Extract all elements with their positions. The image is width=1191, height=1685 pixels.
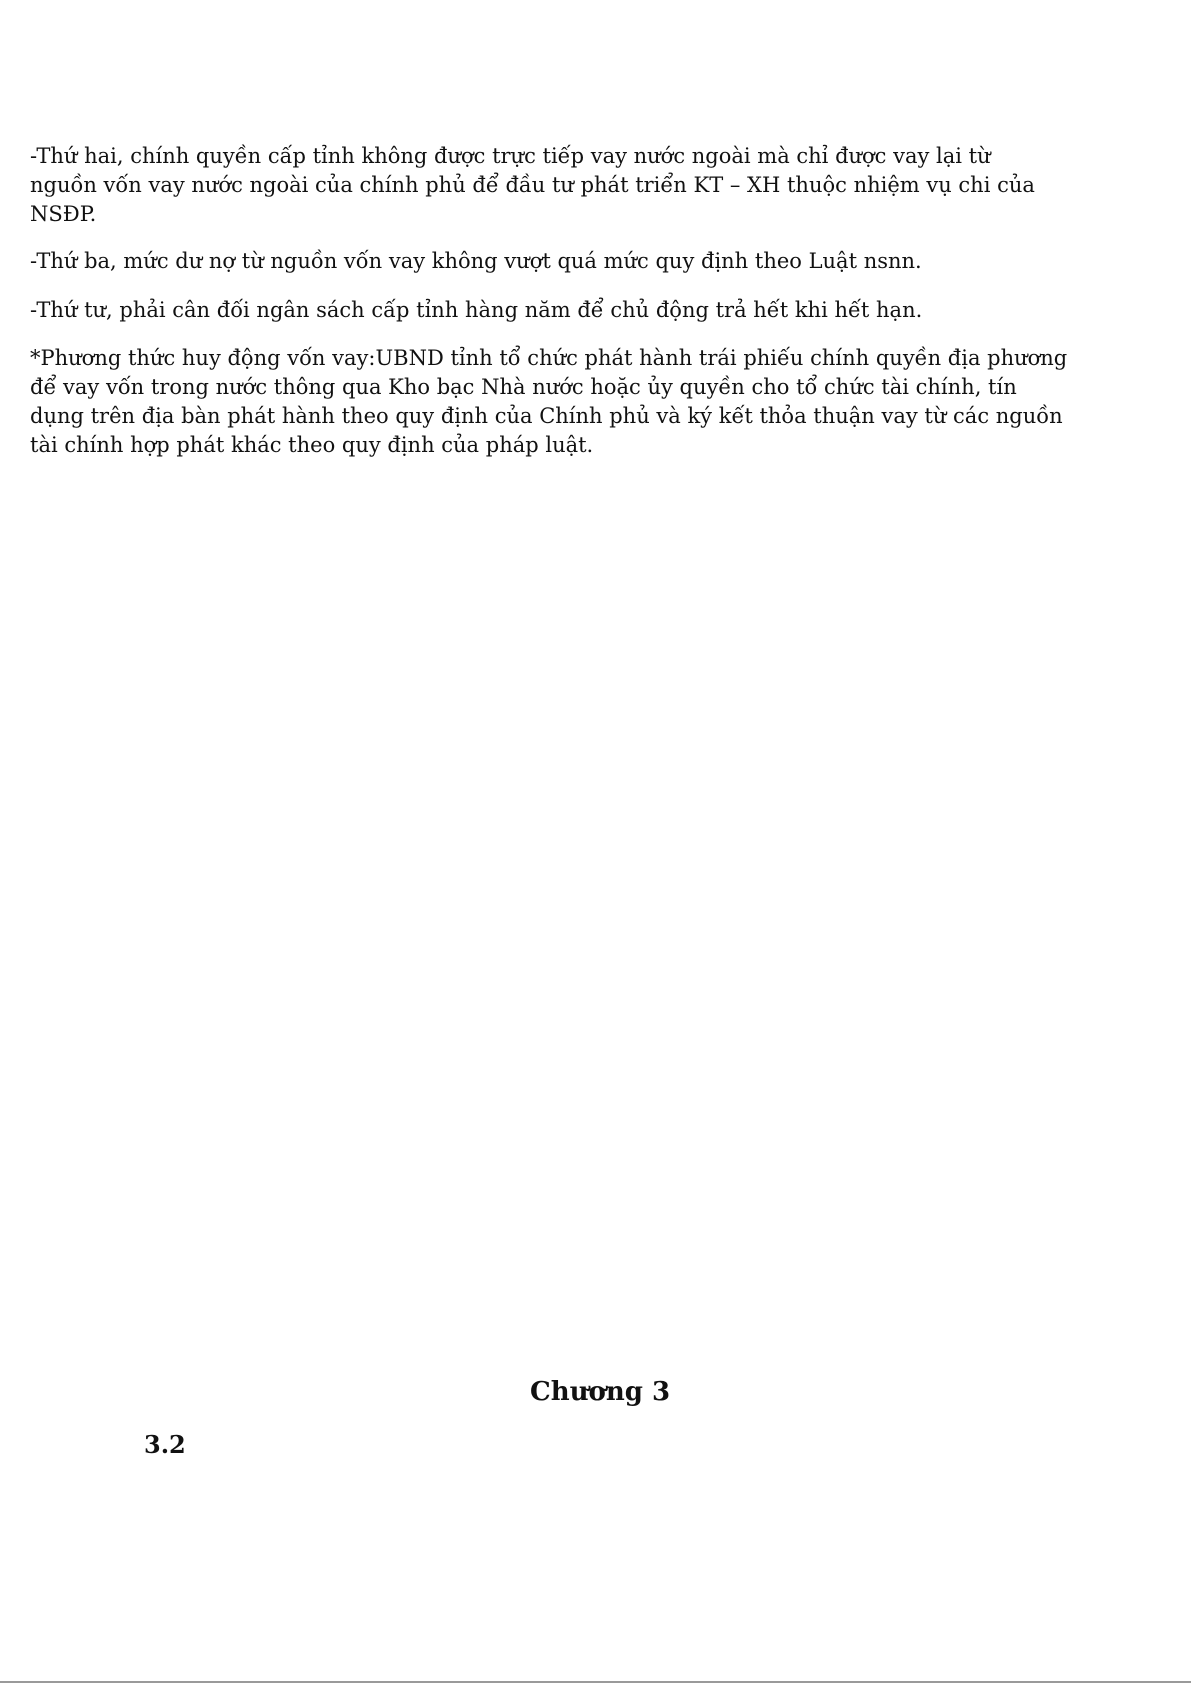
paragraph-line: dụng trên địa bàn phát hành theo quy định của Chính phủ và ký kết thỏa thuận vay từ các nguồn xyxy=(30,404,1063,428)
chapter-title: Chương 3 xyxy=(530,1377,671,1407)
page-bottom-rule xyxy=(0,1681,1191,1683)
paragraph-thu-ba xyxy=(30,247,1050,276)
paragraph-thu-hai xyxy=(30,142,1050,229)
paragraph-thu-tu xyxy=(30,296,1050,325)
paragraph-line: -Thứ ba, mức dư nợ từ nguồn vốn vay không vượt quá mức quy định theo Luật nsnn. xyxy=(30,249,922,273)
paragraph-line: để vay vốn trong nước thông qua Kho bạc Nhà nước hoặc ủy quyền cho tổ chức tài chính, tín xyxy=(30,375,1017,399)
paragraph-line: NSĐP. xyxy=(30,202,97,226)
paragraph-line: tài chính hợp phát khác theo quy định của pháp luật. xyxy=(30,433,594,457)
section-number: 3.2 xyxy=(144,1430,186,1459)
paragraph-line: -Thứ hai, chính quyền cấp tỉnh không được trực tiếp vay nước ngoài mà chỉ được vay lại từ xyxy=(30,144,991,168)
paragraph-line: *Phương thức huy động vốn vay:UBND tỉnh tổ chức phát hành trái phiếu chính quyền địa phương xyxy=(30,346,1068,370)
paragraph-line: nguồn vốn vay nước ngoài của chính phủ để đầu tư phát triển KT – XH thuộc nhiệm vụ chi của xyxy=(30,173,1035,197)
paragraph-phuong-thuc xyxy=(30,344,1068,460)
paragraph-line: -Thứ tư, phải cân đối ngân sách cấp tỉnh hàng năm để chủ động trả hết khi hết hạn. xyxy=(30,298,923,322)
